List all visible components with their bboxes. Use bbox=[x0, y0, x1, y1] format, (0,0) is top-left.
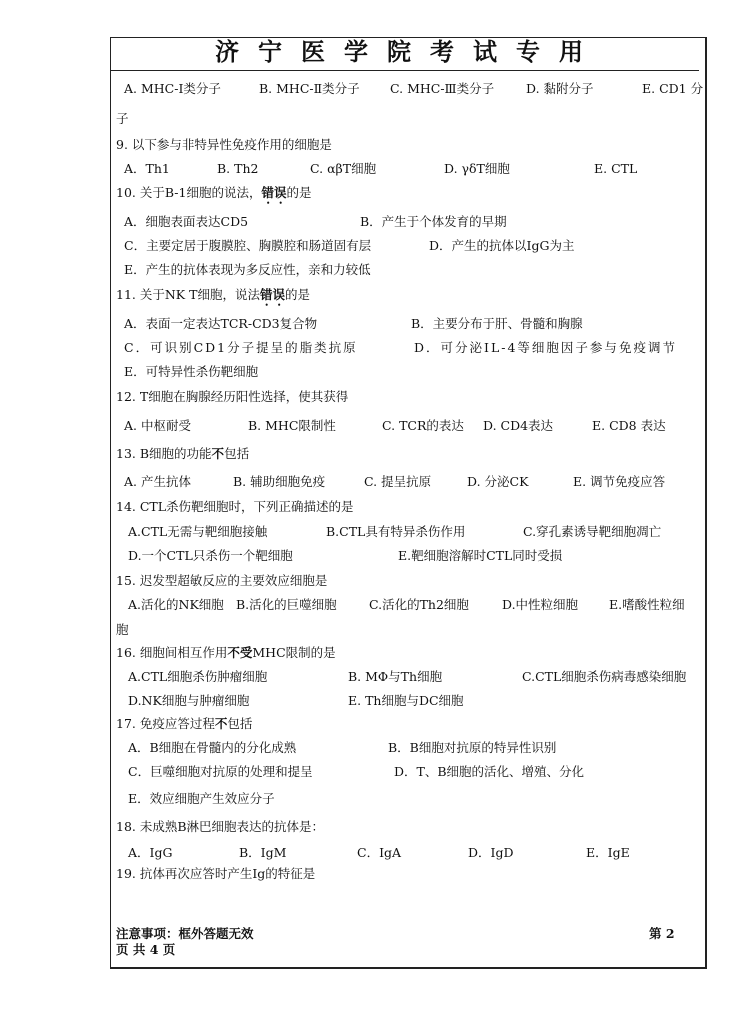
q12-option-e[interactable]: E. CD8 表达 bbox=[592, 418, 666, 433]
q14-options-row2 bbox=[116, 548, 701, 564]
q10-option-a[interactable]: A．细胞表面表达CD5 bbox=[124, 214, 249, 229]
q8-option-c[interactable]: C. MHC-Ⅲ类分子 bbox=[390, 81, 495, 96]
q16-option-c[interactable]: C.CTL细胞杀伤病毒感染细胞 bbox=[522, 669, 687, 684]
q8-option-b[interactable]: B. MHC-Ⅱ类分子 bbox=[259, 81, 360, 96]
q16-option-b[interactable]: B. MΦ与Th细胞 bbox=[348, 669, 443, 684]
q16-options-row1 bbox=[116, 669, 701, 685]
q11-options-row1 bbox=[116, 316, 701, 332]
q11-stem bbox=[116, 287, 310, 309]
q19-stem: 19. 抗体再次应答时产生Ig的特征是 bbox=[116, 866, 316, 881]
q11-option-d[interactable]: D．可分泌IL-4等细胞因子参与免疫调节 bbox=[414, 340, 677, 355]
q17-stem-emphasis: 不 bbox=[214, 716, 228, 731]
q12-options bbox=[116, 418, 701, 434]
q16-option-d[interactable]: D.NK细胞与肿瘤细胞 bbox=[128, 693, 250, 708]
q13-stem bbox=[116, 446, 249, 462]
q17-option-b[interactable]: B．B细胞对抗原的特异性识别 bbox=[388, 740, 557, 755]
q11-stem-post: 的是 bbox=[284, 287, 310, 302]
q9-stem: 9. 以下参与非特异性免疫作用的细胞是 bbox=[116, 137, 332, 152]
q13-option-b[interactable]: B. 辅助细胞免疫 bbox=[233, 474, 326, 489]
q11-stem-emphasis: 错误 bbox=[259, 287, 285, 302]
q18-options bbox=[116, 845, 701, 861]
q14-option-a[interactable]: A.CTL无需与靶细胞接触 bbox=[128, 524, 268, 539]
q13-options bbox=[116, 474, 701, 490]
q18-option-d[interactable]: D．IgD bbox=[468, 845, 514, 860]
q12-option-b[interactable]: B. MHC限制性 bbox=[248, 418, 336, 433]
q8-option-d[interactable]: D. 黏附分子 bbox=[526, 81, 594, 96]
q13-option-d[interactable]: D. 分泌CK bbox=[467, 474, 529, 489]
q17-options-row1 bbox=[116, 740, 701, 756]
q14-stem: 14. CTL杀伤靶细胞时，下列正确描述的是 bbox=[116, 499, 354, 514]
q17-stem-pre: 17. 免疫应答过程 bbox=[116, 716, 215, 731]
q11-option-e[interactable]: E．可特异性杀伤靶细胞 bbox=[124, 364, 259, 379]
q10-stem bbox=[116, 185, 311, 207]
q17-option-a[interactable]: A．B细胞在骨髓内的分化成熟 bbox=[128, 740, 297, 755]
q15-option-c[interactable]: C.活化的Th2细胞 bbox=[369, 597, 469, 612]
footer-page-number: 第 2 bbox=[649, 926, 675, 941]
q13-stem-post: 包括 bbox=[224, 446, 250, 461]
q8-options bbox=[116, 81, 704, 97]
q13-stem-emphasis: 不 bbox=[211, 446, 225, 461]
footer-note: 注意事项：框外答题无效 bbox=[116, 926, 254, 941]
q11-option-b[interactable]: B．主要分布于肝、骨髓和胸腺 bbox=[411, 316, 583, 331]
q8-option-a[interactable]: A. MHC-Ⅰ类分子 bbox=[124, 81, 221, 96]
q9-option-b[interactable]: B. Th2 bbox=[217, 161, 259, 176]
q18-option-b[interactable]: B．IgM bbox=[239, 845, 287, 860]
page-title: 济宁医学院考试专用 bbox=[215, 37, 602, 66]
q11-options-row2 bbox=[116, 340, 701, 356]
q15-option-d[interactable]: D.中性粒细胞 bbox=[502, 597, 579, 612]
q16-option-e[interactable]: E. Th细胞与DC细胞 bbox=[348, 693, 464, 708]
q16-stem-post: MHC限制的是 bbox=[252, 645, 336, 660]
q9-option-d[interactable]: D. γδT细胞 bbox=[444, 161, 510, 176]
q8-option-e-wrap: 子 bbox=[116, 111, 129, 126]
q17-options-row2 bbox=[116, 764, 701, 780]
q15-option-a[interactable]: A.活化的NK细胞 bbox=[128, 597, 224, 612]
q16-stem-emphasis: 不受 bbox=[227, 645, 253, 660]
q12-option-d[interactable]: D. CD4表达 bbox=[483, 418, 554, 433]
q10-option-e[interactable]: E．产生的抗体表现为多反应性，亲和力较低 bbox=[124, 262, 371, 277]
q16-options-row2 bbox=[116, 693, 701, 709]
q12-option-a[interactable]: A. 中枢耐受 bbox=[124, 418, 191, 433]
q10-options-row2 bbox=[116, 238, 701, 254]
q18-stem: 18. 未成熟B淋巴细胞表达的抗体是： bbox=[116, 819, 325, 834]
q9-option-c[interactable]: C. αβT细胞 bbox=[310, 161, 377, 176]
q13-stem-pre: 13. B细胞的功能 bbox=[116, 446, 212, 461]
q10-option-b[interactable]: B．产生于个体发育的早期 bbox=[360, 214, 507, 229]
q11-option-a[interactable]: A．表面一定表达TCR-CD3复合物 bbox=[124, 316, 318, 331]
q14-options-row1 bbox=[116, 524, 701, 540]
q14-option-b[interactable]: B.CTL具有特异杀伤作用 bbox=[326, 524, 466, 539]
q18-option-c[interactable]: C．IgA bbox=[357, 845, 402, 860]
q10-options-row1 bbox=[116, 214, 701, 230]
q17-option-e[interactable]: E．效应细胞产生效应分子 bbox=[128, 791, 275, 806]
q13-option-e[interactable]: E. 调节免疫应答 bbox=[573, 474, 666, 489]
q10-stem-emphasis: 错误 bbox=[261, 185, 287, 200]
q17-stem bbox=[116, 716, 252, 732]
q14-option-c[interactable]: C.穿孔素诱导靶细胞凋亡 bbox=[523, 524, 662, 539]
title-rule bbox=[111, 70, 699, 71]
q15-stem: 15. 迟发型超敏反应的主要效应细胞是 bbox=[116, 573, 328, 588]
q14-option-e[interactable]: E.靶细胞溶解时CTL同时受损 bbox=[398, 548, 563, 563]
q12-stem: 12. T细胞在胸腺经历阳性选择，使其获得 bbox=[116, 389, 349, 404]
q17-option-c[interactable]: C．巨噬细胞对抗原的处理和提呈 bbox=[128, 764, 313, 779]
q15-options bbox=[116, 597, 701, 613]
q17-option-d[interactable]: D．T、B细胞的活化、增殖、分化 bbox=[394, 764, 585, 779]
q12-option-c[interactable]: C. TCR的表达 bbox=[382, 418, 464, 433]
q9-option-e[interactable]: E. CTL bbox=[594, 161, 638, 176]
q10-option-c[interactable]: C．主要定居于腹膜腔、胸膜腔和肠道固有层 bbox=[124, 238, 372, 253]
q11-stem-pre: 11. 关于NK T细胞，说法 bbox=[116, 287, 260, 302]
q16-option-a[interactable]: A.CTL细胞杀伤肿瘤细胞 bbox=[128, 669, 268, 684]
q8-option-e[interactable]: E. CD1 分 bbox=[642, 81, 704, 96]
footer-page-total: 页 共 4 页 bbox=[116, 942, 176, 957]
q13-option-a[interactable]: A. 产生抗体 bbox=[124, 474, 191, 489]
q14-option-d[interactable]: D.一个CTL只杀伤一个靶细胞 bbox=[128, 548, 293, 563]
q18-option-a[interactable]: A．IgG bbox=[128, 845, 173, 860]
q10-stem-post: 的是 bbox=[286, 185, 312, 200]
q10-option-d[interactable]: D．产生的抗体以IgG为主 bbox=[429, 238, 575, 253]
q16-stem-pre: 16. 细胞间相互作用 bbox=[116, 645, 228, 660]
q11-option-c[interactable]: C．可识别CD1分子提呈的脂类抗原 bbox=[124, 340, 358, 355]
q9-option-a[interactable]: A．Th1 bbox=[124, 161, 170, 176]
q13-option-c[interactable]: C. 提呈抗原 bbox=[364, 474, 432, 489]
q18-option-e[interactable]: E．IgE bbox=[586, 845, 630, 860]
q16-stem bbox=[116, 645, 336, 661]
q15-option-e[interactable]: E.嗜酸性粒细 bbox=[609, 597, 685, 612]
q9-options bbox=[116, 161, 701, 177]
q10-stem-pre: 10. 关于B-1细胞的说法， bbox=[116, 185, 262, 200]
q15-option-b[interactable]: B.活化的巨噬细胞 bbox=[236, 597, 337, 612]
q15-option-e-wrap: 胞 bbox=[116, 622, 129, 637]
q17-stem-post: 包括 bbox=[227, 716, 253, 731]
